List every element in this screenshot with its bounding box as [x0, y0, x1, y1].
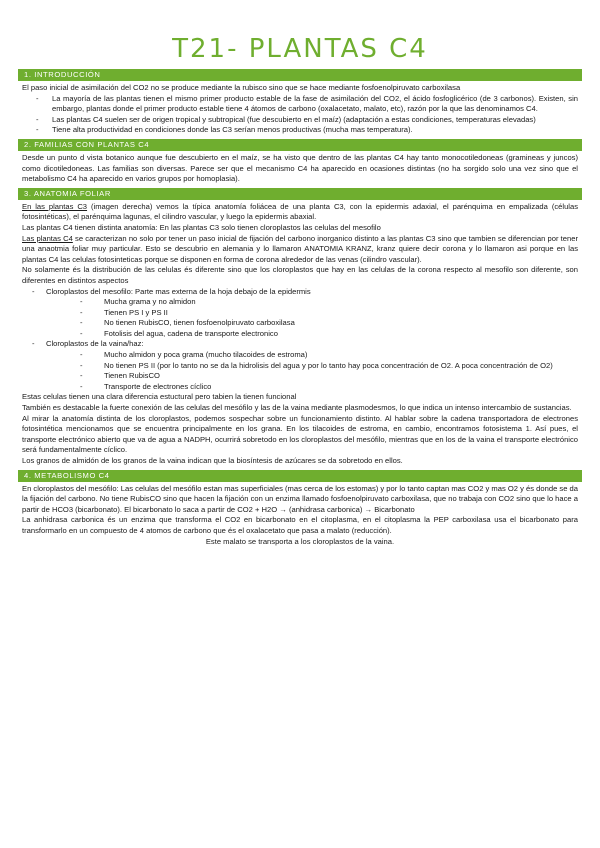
- paragraph: El paso inicial de asimilación del CO2 no se produce mediante la rubisco sino que se hace mediante fosfoenolpiruvato carboxilasa: [22, 83, 461, 92]
- section-header-familias: 2. FAMILIAS CON PLANTAS C4: [18, 139, 582, 151]
- underlined-term: Las plantas C4: [22, 233, 73, 243]
- paragraph: Este malato se transporta a los cloroplastos de la vaina.: [205, 536, 395, 546]
- list-item: - Fotolisis del agua, cadena de transporte electronico: [22, 329, 578, 340]
- list-item-title: Cloroplastos del mesofilo: Parte mas externa de la hoja debajo de la epidermis: [46, 286, 311, 296]
- section-header-anatomia-foliar: 3. ANATOMIA FOLIAR: [18, 188, 582, 200]
- paragraph: Estas celulas tienen una clara diferencia estuctural pero tabien la tienen funcional: [22, 392, 297, 402]
- paragraph-text: se caracterizan no solo por tener un paso inicial de fijación del carbono inorganico distinto a las plantas C3 sino que tambien se diferencian por tener una anaotmia foliar muy particular. Esto se descubrio en alemania y lo llamaron ANATOMIA KRANZ, kranz quiere decir corona y lo llamaron asi porque en las plantas C4 las celulas fotosinteticas porque se disponen en forma de corona alrededor de las venas (cilindro vascular).: [22, 233, 578, 264]
- document-title: T21- PLANTAS C4: [172, 34, 428, 64]
- section-body-introduccion: [18, 81, 582, 136]
- section-body-familias: [18, 151, 582, 185]
- bullet-list: [22, 339, 578, 350]
- bullet-list: [22, 94, 578, 136]
- bullet-list: [22, 287, 578, 298]
- sub-bullet-list: [22, 350, 578, 392]
- paragraph: No solamente és la distribución de las celulas és diferente sino que los cloroplastos que hay en las celulas de la corona respecto al mesofilo son diferente, son diferentes en distintos aspectos: [22, 265, 578, 285]
- list-item: - Tiene alta productividad en condiciones donde las C3 serían menos productivas (mucha mas temperatura).: [22, 125, 578, 136]
- paragraph: Las plantas C4 tienen distinta anatomía: En las plantas C3 solo tienen cloroplastos las celulas del mesofilo: [22, 222, 381, 232]
- section-body-anatomia-foliar: [18, 200, 582, 467]
- list-item: [22, 339, 578, 350]
- paragraph: [22, 234, 578, 266]
- paragraph: Desde un punto d vista botanico aunque fue descubierto en el maíz, se ha visto que dentro de las plantas C4 hay tanto monocotiledoneas (gramineas y juncos) como dicotiledoneas. Las familias son diversas. Parece ser que el mecanismo C4 ha aparecido en ocasiones distintas (no ha sorgido solo una vez sino que el metabolismo C4 ha aparecido en varios grupos por homoplasia).: [22, 152, 578, 184]
- list-item: - Mucha grama y no almidon: [22, 297, 578, 308]
- paragraph: La anhidrasa carbonica és un enzima que transforma el CO2 en bicarbonato en el citoplasma, en el citoplasma la PEP carboxilasa usa el bicarbonato para transformarlo en un compuesto de 4 atomos de carbono que és el oxalacetato que pasa a malato (reducción).: [22, 515, 578, 535]
- paragraph: En cloroplastos del mesófilo: Las celulas del mesófilo estan mas superficiales (mas cerca de los estomas) y por lo tanto captan mas CO2 y mas O2 y és donde se da la fijación del carbono. No tiene RubisCO sino que hacen la fijación con un enzima llamado fosfoenolpiruvato carboxilasa, que no trabaja con CO2 sino que lo hace a partir de HCO3 (bicarbonato). El bicarbonato lo saca a partir de CO2 + H2O → (anhidrasa carbonica) → Bicarbonato: [22, 483, 578, 514]
- list-item: - La mayoría de las plantas tienen el mismo primer producto estable de la fase de asimilación del CO2, el ácido fosfoglicérico (de 3 carbonos). Existen, sin embargo, plantas donde el primer producto estable tiene 4 átomos de carbono (oxalacetato, malato, etc), razón por la que las denominamos C4.: [22, 94, 578, 115]
- list-item: - No tienen PS II (por lo tanto no se da la hidrolisis del agua y por lo tanto hay poca concentración de O2. A poca concentración de O2): [22, 361, 578, 372]
- section-header-introduccion: 1. INTRODUCCIÓN: [18, 69, 582, 81]
- list-item: - Tienen PS I y PS II: [22, 308, 578, 319]
- sub-bullet-list: [22, 297, 578, 339]
- section-header-metabolismo-c4: 4. METABOLISMO C4: [18, 470, 582, 482]
- paragraph: [22, 202, 578, 223]
- underlined-term: En las plantas C3: [22, 201, 88, 211]
- list-item: - Las plantas C4 suelen ser de origen tropical y subtropical (fue descubierto en el maíz) (adaptación a estas condiciones, temperaturas elevadas): [22, 115, 578, 126]
- list-item-title: Cloroplastos de la vaina/haz:: [46, 339, 144, 349]
- list-item: - Tienen RubisCO: [22, 371, 578, 382]
- list-item: - Mucho almidon y poca grama (mucho tilacoides de estroma): [22, 350, 578, 361]
- list-item: [22, 287, 578, 298]
- paragraph-text: (imagen derecha) vemos la típica anatomía foliácea de una planta C3, con la epidermis adaxial, el parénquima en empalizada (células fotosintéticas), el parénquima lagunas, el cilindro vascular, y luego la epidermis abaxial.: [22, 201, 578, 222]
- paragraph: Al mirar la anatomía distinta de los cloroplastos, podemos sospechar sobre un funcionamiento distinto. Al hablar sobre la cadena transportadora de electrones fotosintética mencionamos que se encuentra principalmente en los grana. En los tilacoides de estroma, en cambio, encontramos fotosistema 1. Así pues, el transporte electrónico abierto que va de agua a NADPH, ocurrirá sobretodo en los cloroplastos del mesófilo, mientras que en los de la vaina el transporte electrónico será fundamentalmente cíclico.: [22, 413, 578, 455]
- section-body-metabolismo-c4: [18, 482, 582, 548]
- list-item: - No tienen RubisCO, tienen fosfoenolpiruvato carboxilasa: [22, 318, 578, 329]
- paragraph: Los granos de almidón de los granos de la vaina indican que la biosíntesis de azúcares se da sobretodo en ellos.: [22, 456, 403, 465]
- list-item: - Transporte de electrones cíclico: [22, 382, 578, 393]
- paragraph: También es destacable la fuerte conexión de las celulas del mesófilo y las de la vaina mediante plasmodesmos, lo que indica un intenso intercambio de sustancias.: [22, 403, 572, 413]
